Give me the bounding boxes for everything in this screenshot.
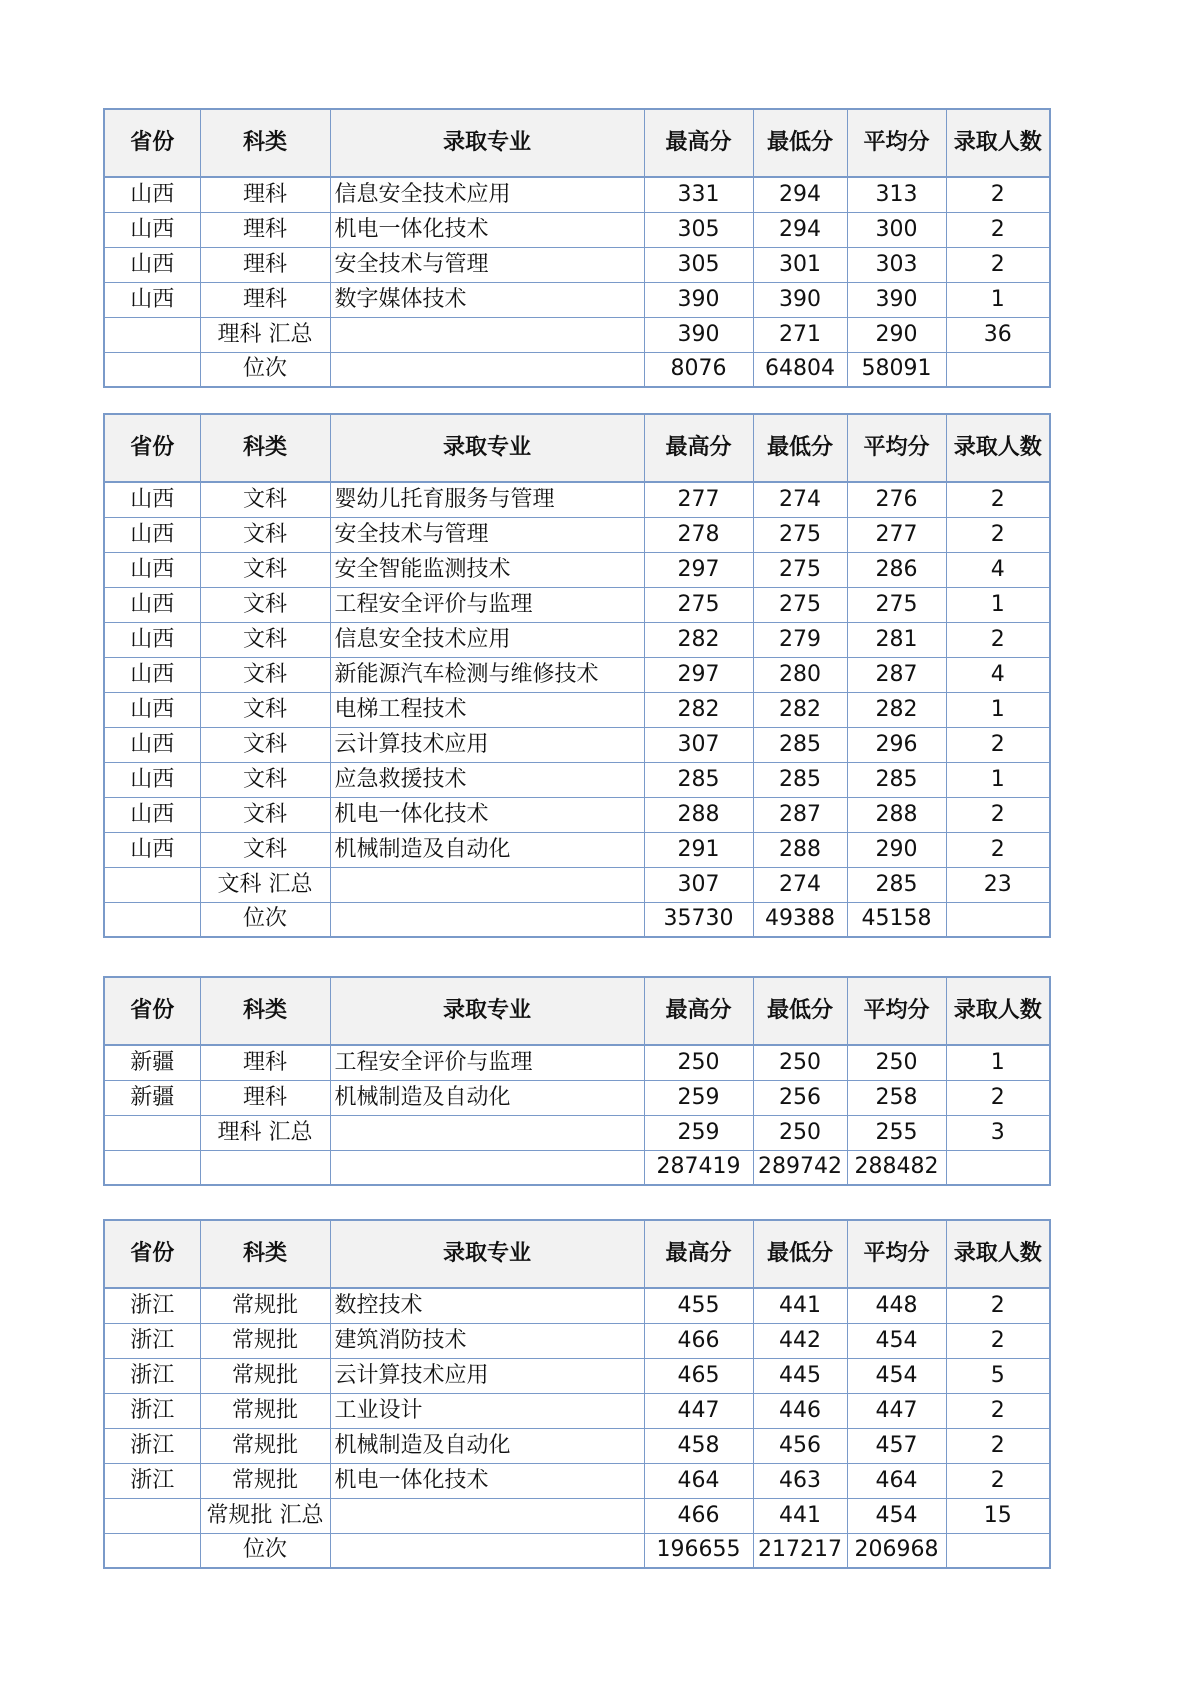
cell-count: 1 xyxy=(946,692,1050,727)
summary-row xyxy=(104,867,1050,902)
table-row xyxy=(104,282,1050,317)
header-major: 录取专业 xyxy=(330,1220,644,1288)
header-major: 录取专业 xyxy=(330,109,644,177)
table-header-row xyxy=(104,414,1050,482)
cell-max: 297 xyxy=(644,552,753,587)
cell-avg: 281 xyxy=(847,622,946,657)
table-row xyxy=(104,482,1050,517)
cell-avg: 286 xyxy=(847,552,946,587)
cell-count: 1 xyxy=(946,282,1050,317)
table-row xyxy=(104,587,1050,622)
cell-count: 2 xyxy=(946,1428,1050,1463)
cell-min: 441 xyxy=(753,1288,847,1323)
cell-province: 山西 xyxy=(104,247,200,282)
cell-major: 云计算技术应用 xyxy=(330,727,644,762)
cell-major: 安全技术与管理 xyxy=(330,247,644,282)
cell-min: 285 xyxy=(753,727,847,762)
cell-max: 288 xyxy=(644,797,753,832)
table-row xyxy=(104,1045,1050,1080)
cell-province: 浙江 xyxy=(104,1358,200,1393)
cell-province: 山西 xyxy=(104,692,200,727)
cell-category: 理科 xyxy=(200,177,330,212)
header-count: 录取人数 xyxy=(946,109,1050,177)
cell-min: 275 xyxy=(753,517,847,552)
header-category: 科类 xyxy=(200,414,330,482)
summary-major xyxy=(330,1498,644,1533)
cell-province: 山西 xyxy=(104,517,200,552)
cell-major: 婴幼儿托育服务与管理 xyxy=(330,482,644,517)
cell-province: 山西 xyxy=(104,832,200,867)
cell-count: 2 xyxy=(946,1288,1050,1323)
cell-province: 浙江 xyxy=(104,1288,200,1323)
cell-major: 机械制造及自动化 xyxy=(330,832,644,867)
cell-major: 应急救援技术 xyxy=(330,762,644,797)
cell-count: 2 xyxy=(946,517,1050,552)
cell-max: 458 xyxy=(644,1428,753,1463)
header-count: 录取人数 xyxy=(946,414,1050,482)
cell-max: 455 xyxy=(644,1288,753,1323)
header-province: 省份 xyxy=(104,414,200,482)
cell-province: 山西 xyxy=(104,282,200,317)
rank-row xyxy=(104,1533,1050,1568)
summary-max: 259 xyxy=(644,1115,753,1150)
rank-count xyxy=(946,1533,1050,1568)
cell-count: 2 xyxy=(946,212,1050,247)
cell-province: 浙江 xyxy=(104,1463,200,1498)
cell-avg: 457 xyxy=(847,1428,946,1463)
table-row xyxy=(104,1393,1050,1428)
table-header-row xyxy=(104,1220,1050,1288)
header-min: 最低分 xyxy=(753,414,847,482)
cell-count: 2 xyxy=(946,727,1050,762)
cell-max: 275 xyxy=(644,587,753,622)
cell-max: 278 xyxy=(644,517,753,552)
cell-avg: 303 xyxy=(847,247,946,282)
cell-category: 理科 xyxy=(200,247,330,282)
cell-max: 307 xyxy=(644,727,753,762)
summary-min: 441 xyxy=(753,1498,847,1533)
cell-avg: 282 xyxy=(847,692,946,727)
cell-min: 256 xyxy=(753,1080,847,1115)
rank-avg: 45158 xyxy=(847,902,946,937)
cell-count: 4 xyxy=(946,657,1050,692)
header-category: 科类 xyxy=(200,977,330,1045)
cell-max: 282 xyxy=(644,692,753,727)
table-row xyxy=(104,762,1050,797)
cell-min: 285 xyxy=(753,762,847,797)
cell-min: 282 xyxy=(753,692,847,727)
cell-category: 常规批 xyxy=(200,1288,330,1323)
cell-max: 250 xyxy=(644,1045,753,1080)
cell-avg: 448 xyxy=(847,1288,946,1323)
cell-count: 2 xyxy=(946,1080,1050,1115)
summary-category: 文科 汇总 xyxy=(200,867,330,902)
cell-category: 文科 xyxy=(200,482,330,517)
cell-major: 机械制造及自动化 xyxy=(330,1428,644,1463)
table-row xyxy=(104,1463,1050,1498)
cell-min: 442 xyxy=(753,1323,847,1358)
summary-count: 3 xyxy=(946,1115,1050,1150)
rank-avg: 58091 xyxy=(847,352,946,387)
cell-avg: 250 xyxy=(847,1045,946,1080)
cell-avg: 277 xyxy=(847,517,946,552)
cell-category: 常规批 xyxy=(200,1428,330,1463)
cell-max: 285 xyxy=(644,762,753,797)
cell-min: 280 xyxy=(753,657,847,692)
cell-major: 信息安全技术应用 xyxy=(330,177,644,212)
cell-max: 282 xyxy=(644,622,753,657)
cell-major: 数字媒体技术 xyxy=(330,282,644,317)
cell-avg: 313 xyxy=(847,177,946,212)
cell-province: 新疆 xyxy=(104,1080,200,1115)
table-row xyxy=(104,1323,1050,1358)
cell-avg: 454 xyxy=(847,1323,946,1358)
cell-max: 291 xyxy=(644,832,753,867)
cell-category: 文科 xyxy=(200,517,330,552)
rank-category xyxy=(200,1150,330,1185)
cell-major: 工业设计 xyxy=(330,1393,644,1428)
cell-category: 文科 xyxy=(200,587,330,622)
cell-category: 常规批 xyxy=(200,1393,330,1428)
cell-major: 电梯工程技术 xyxy=(330,692,644,727)
summary-category: 常规批 汇总 xyxy=(200,1498,330,1533)
cell-max: 466 xyxy=(644,1323,753,1358)
table-row xyxy=(104,692,1050,727)
table-row xyxy=(104,832,1050,867)
rank-province xyxy=(104,1533,200,1568)
summary-category: 理科 汇总 xyxy=(200,317,330,352)
rank-province xyxy=(104,1150,200,1185)
cell-avg: 464 xyxy=(847,1463,946,1498)
cell-count: 2 xyxy=(946,1393,1050,1428)
cell-province: 山西 xyxy=(104,212,200,247)
cell-min: 287 xyxy=(753,797,847,832)
cell-avg: 258 xyxy=(847,1080,946,1115)
cell-min: 275 xyxy=(753,587,847,622)
cell-major: 工程安全评价与监理 xyxy=(330,1045,644,1080)
header-min: 最低分 xyxy=(753,977,847,1045)
cell-major: 机械制造及自动化 xyxy=(330,1080,644,1115)
rank-category: 位次 xyxy=(200,902,330,937)
cell-category: 常规批 xyxy=(200,1463,330,1498)
cell-min: 294 xyxy=(753,212,847,247)
cell-category: 理科 xyxy=(200,1080,330,1115)
summary-row xyxy=(104,317,1050,352)
header-max: 最高分 xyxy=(644,109,753,177)
summary-min: 271 xyxy=(753,317,847,352)
cell-count: 2 xyxy=(946,177,1050,212)
cell-avg: 390 xyxy=(847,282,946,317)
rank-province xyxy=(104,352,200,387)
cell-min: 301 xyxy=(753,247,847,282)
cell-min: 275 xyxy=(753,552,847,587)
table-row xyxy=(104,552,1050,587)
rank-count xyxy=(946,1150,1050,1185)
cell-avg: 454 xyxy=(847,1358,946,1393)
cell-category: 文科 xyxy=(200,727,330,762)
table-row xyxy=(104,517,1050,552)
cell-province: 山西 xyxy=(104,587,200,622)
table-row xyxy=(104,1428,1050,1463)
cell-province: 山西 xyxy=(104,762,200,797)
rank-row xyxy=(104,902,1050,937)
summary-count: 36 xyxy=(946,317,1050,352)
summary-row xyxy=(104,1498,1050,1533)
cell-count: 2 xyxy=(946,622,1050,657)
cell-min: 288 xyxy=(753,832,847,867)
table-row xyxy=(104,797,1050,832)
rank-min: 64804 xyxy=(753,352,847,387)
cell-province: 浙江 xyxy=(104,1393,200,1428)
cell-min: 456 xyxy=(753,1428,847,1463)
cell-category: 常规批 xyxy=(200,1358,330,1393)
cell-min: 250 xyxy=(753,1045,847,1080)
cell-count: 2 xyxy=(946,797,1050,832)
cell-category: 理科 xyxy=(200,282,330,317)
cell-major: 云计算技术应用 xyxy=(330,1358,644,1393)
cell-count: 2 xyxy=(946,1463,1050,1498)
table-row xyxy=(104,727,1050,762)
summary-count: 15 xyxy=(946,1498,1050,1533)
cell-max: 297 xyxy=(644,657,753,692)
cell-avg: 296 xyxy=(847,727,946,762)
summary-min: 274 xyxy=(753,867,847,902)
cell-avg: 285 xyxy=(847,762,946,797)
summary-major xyxy=(330,317,644,352)
cell-avg: 287 xyxy=(847,657,946,692)
table-row xyxy=(104,247,1050,282)
cell-min: 279 xyxy=(753,622,847,657)
cell-count: 2 xyxy=(946,247,1050,282)
cell-min: 390 xyxy=(753,282,847,317)
cell-province: 山西 xyxy=(104,177,200,212)
cell-category: 常规批 xyxy=(200,1323,330,1358)
admission-table xyxy=(103,976,1051,1186)
cell-max: 390 xyxy=(644,282,753,317)
summary-avg: 290 xyxy=(847,317,946,352)
cell-avg: 300 xyxy=(847,212,946,247)
rank-row xyxy=(104,352,1050,387)
cell-max: 277 xyxy=(644,482,753,517)
cell-category: 文科 xyxy=(200,692,330,727)
summary-major xyxy=(330,867,644,902)
table-row xyxy=(104,1080,1050,1115)
header-category: 科类 xyxy=(200,1220,330,1288)
cell-category: 理科 xyxy=(200,1045,330,1080)
header-max: 最高分 xyxy=(644,414,753,482)
cell-count: 1 xyxy=(946,1045,1050,1080)
cell-avg: 276 xyxy=(847,482,946,517)
rank-min: 217217 xyxy=(753,1533,847,1568)
cell-major: 机电一体化技术 xyxy=(330,1463,644,1498)
cell-category: 文科 xyxy=(200,622,330,657)
rank-max: 196655 xyxy=(644,1533,753,1568)
rank-max: 35730 xyxy=(644,902,753,937)
rank-major xyxy=(330,902,644,937)
header-avg: 平均分 xyxy=(847,1220,946,1288)
admission-table xyxy=(103,108,1051,388)
summary-avg: 285 xyxy=(847,867,946,902)
table-row xyxy=(104,1288,1050,1323)
cell-category: 文科 xyxy=(200,832,330,867)
cell-min: 274 xyxy=(753,482,847,517)
header-major: 录取专业 xyxy=(330,414,644,482)
table-row xyxy=(104,622,1050,657)
table-row xyxy=(104,212,1050,247)
cell-min: 294 xyxy=(753,177,847,212)
cell-max: 331 xyxy=(644,177,753,212)
cell-category: 理科 xyxy=(200,212,330,247)
admission-table xyxy=(103,413,1051,938)
rank-row xyxy=(104,1150,1050,1185)
summary-count: 23 xyxy=(946,867,1050,902)
summary-major xyxy=(330,1115,644,1150)
cell-major: 机电一体化技术 xyxy=(330,212,644,247)
cell-major: 数控技术 xyxy=(330,1288,644,1323)
cell-count: 1 xyxy=(946,762,1050,797)
cell-province: 山西 xyxy=(104,482,200,517)
summary-category: 理科 汇总 xyxy=(200,1115,330,1150)
cell-count: 2 xyxy=(946,1323,1050,1358)
cell-max: 447 xyxy=(644,1393,753,1428)
header-min: 最低分 xyxy=(753,109,847,177)
summary-min: 250 xyxy=(753,1115,847,1150)
summary-province xyxy=(104,867,200,902)
header-count: 录取人数 xyxy=(946,1220,1050,1288)
cell-province: 浙江 xyxy=(104,1323,200,1358)
cell-province: 山西 xyxy=(104,552,200,587)
cell-avg: 290 xyxy=(847,832,946,867)
summary-province xyxy=(104,1498,200,1533)
table-row xyxy=(104,657,1050,692)
rank-major xyxy=(330,1533,644,1568)
cell-category: 文科 xyxy=(200,797,330,832)
header-avg: 平均分 xyxy=(847,109,946,177)
cell-count: 2 xyxy=(946,482,1050,517)
cell-min: 445 xyxy=(753,1358,847,1393)
cell-major: 信息安全技术应用 xyxy=(330,622,644,657)
cell-max: 464 xyxy=(644,1463,753,1498)
cell-major: 安全技术与管理 xyxy=(330,517,644,552)
cell-min: 446 xyxy=(753,1393,847,1428)
rank-avg: 206968 xyxy=(847,1533,946,1568)
cell-count: 5 xyxy=(946,1358,1050,1393)
cell-province: 新疆 xyxy=(104,1045,200,1080)
header-max: 最高分 xyxy=(644,1220,753,1288)
cell-category: 文科 xyxy=(200,657,330,692)
header-max: 最高分 xyxy=(644,977,753,1045)
header-province: 省份 xyxy=(104,109,200,177)
admission-table xyxy=(103,1219,1051,1569)
table-row xyxy=(104,1358,1050,1393)
summary-province xyxy=(104,1115,200,1150)
cell-max: 259 xyxy=(644,1080,753,1115)
summary-row xyxy=(104,1115,1050,1150)
cell-avg: 288 xyxy=(847,797,946,832)
table-header-row xyxy=(104,977,1050,1045)
cell-province: 浙江 xyxy=(104,1428,200,1463)
cell-province: 山西 xyxy=(104,797,200,832)
cell-province: 山西 xyxy=(104,622,200,657)
rank-max: 287419 xyxy=(644,1150,753,1185)
cell-avg: 447 xyxy=(847,1393,946,1428)
rank-avg: 288482 xyxy=(847,1150,946,1185)
rank-category: 位次 xyxy=(200,1533,330,1568)
rank-min: 49388 xyxy=(753,902,847,937)
rank-major xyxy=(330,1150,644,1185)
header-avg: 平均分 xyxy=(847,977,946,1045)
rank-max: 8076 xyxy=(644,352,753,387)
header-province: 省份 xyxy=(104,977,200,1045)
cell-avg: 275 xyxy=(847,587,946,622)
rank-min: 289742 xyxy=(753,1150,847,1185)
cell-province: 山西 xyxy=(104,727,200,762)
cell-count: 2 xyxy=(946,832,1050,867)
rank-major xyxy=(330,352,644,387)
cell-major: 机电一体化技术 xyxy=(330,797,644,832)
rank-category: 位次 xyxy=(200,352,330,387)
header-count: 录取人数 xyxy=(946,977,1050,1045)
header-category: 科类 xyxy=(200,109,330,177)
cell-min: 463 xyxy=(753,1463,847,1498)
summary-avg: 255 xyxy=(847,1115,946,1150)
cell-count: 1 xyxy=(946,587,1050,622)
cell-max: 465 xyxy=(644,1358,753,1393)
rank-count xyxy=(946,352,1050,387)
summary-province xyxy=(104,317,200,352)
cell-category: 文科 xyxy=(200,762,330,797)
header-province: 省份 xyxy=(104,1220,200,1288)
summary-max: 390 xyxy=(644,317,753,352)
rank-count xyxy=(946,902,1050,937)
cell-max: 305 xyxy=(644,212,753,247)
cell-major: 新能源汽车检测与维修技术 xyxy=(330,657,644,692)
cell-max: 305 xyxy=(644,247,753,282)
summary-avg: 454 xyxy=(847,1498,946,1533)
header-avg: 平均分 xyxy=(847,414,946,482)
cell-count: 4 xyxy=(946,552,1050,587)
cell-major: 工程安全评价与监理 xyxy=(330,587,644,622)
cell-category: 文科 xyxy=(200,552,330,587)
table-row xyxy=(104,177,1050,212)
summary-max: 307 xyxy=(644,867,753,902)
header-min: 最低分 xyxy=(753,1220,847,1288)
table-header-row xyxy=(104,109,1050,177)
cell-major: 安全智能监测技术 xyxy=(330,552,644,587)
cell-province: 山西 xyxy=(104,657,200,692)
cell-major: 建筑消防技术 xyxy=(330,1323,644,1358)
summary-max: 466 xyxy=(644,1498,753,1533)
header-major: 录取专业 xyxy=(330,977,644,1045)
rank-province xyxy=(104,902,200,937)
